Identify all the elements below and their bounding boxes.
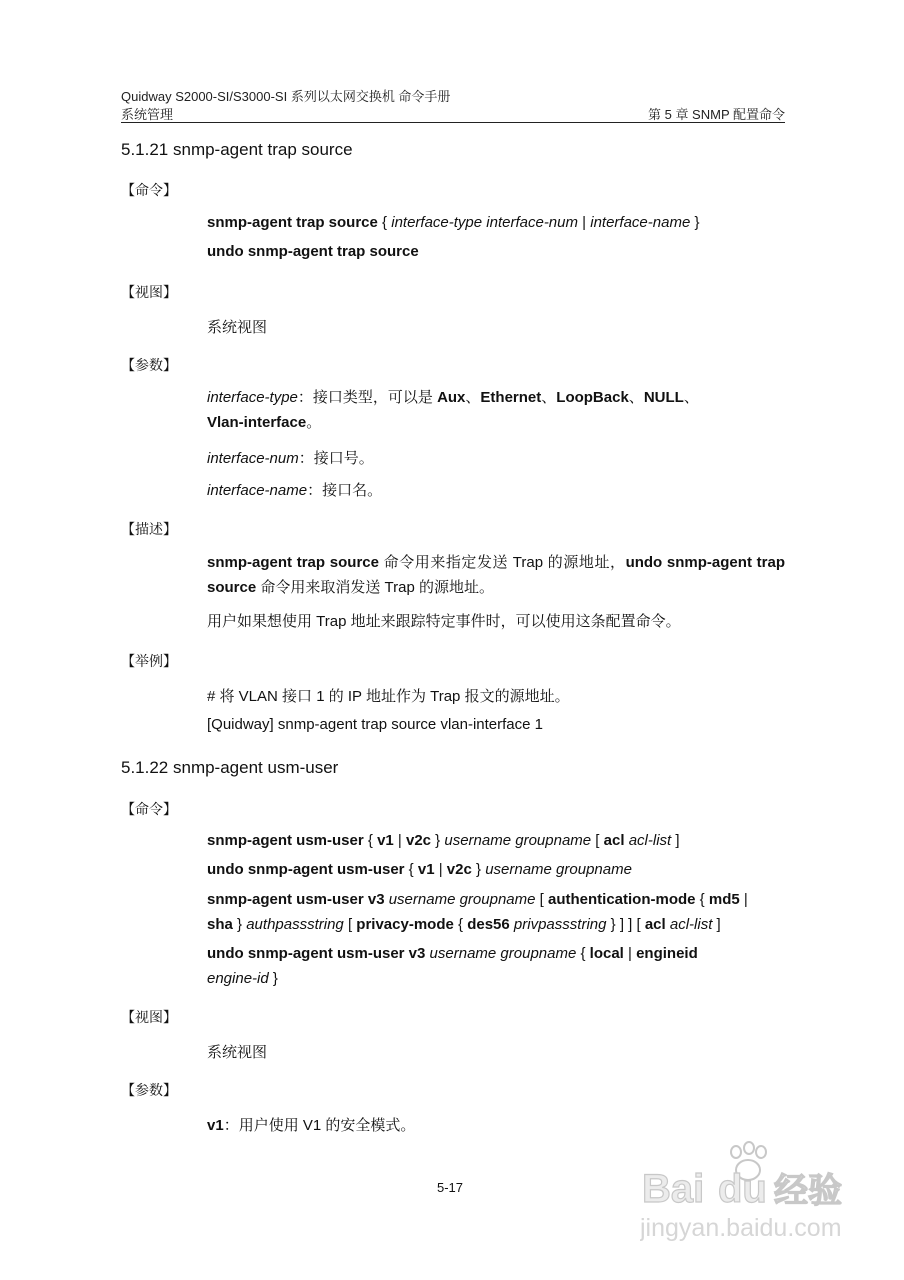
cmd-text: ] (712, 916, 721, 933)
cmd-arg: authpassstring (246, 916, 344, 933)
param-desc: ：接口名。 (307, 482, 383, 499)
cmd-arg: acl-list (628, 832, 672, 849)
command-line (207, 832, 680, 849)
command-line (207, 243, 419, 260)
cmd-keyword: md5 (708, 891, 740, 908)
description-text (207, 550, 785, 600)
cmd-keyword: v2c (446, 861, 472, 878)
cmd-text: } (690, 214, 700, 231)
cmd-text: { (404, 861, 418, 878)
cmd-text: { (576, 945, 590, 962)
cmd-keyword: snmp-agent trap source (207, 214, 378, 231)
cmd-text: | (739, 891, 748, 908)
cmd-text: } (431, 832, 445, 849)
cmd-text: } (268, 970, 278, 987)
param-interface-type (207, 385, 785, 435)
label-command: 【命令】 (121, 182, 177, 198)
param-name: interface-type (207, 389, 298, 406)
watermark-brand2: du (718, 1167, 767, 1211)
cmd-arg: privpassstring (513, 916, 607, 933)
param-desc: ：接口类型，可以是 (297, 389, 438, 406)
header-right: 第 5 章 SNMP 配置命令 (647, 107, 785, 122)
cmd-text: | (578, 214, 591, 231)
command-line (207, 887, 785, 937)
cmd-text: | (623, 945, 637, 962)
label-params: 【参数】 (121, 1082, 177, 1098)
param-value: Ethernet (480, 389, 542, 406)
label-params: 【参数】 (121, 357, 177, 373)
cmd-keyword: snmp-agent trap source (207, 554, 379, 571)
label-command: 【命令】 (121, 801, 177, 817)
sep: 、 (683, 389, 699, 406)
baidu-watermark (640, 1140, 860, 1250)
desc-text: 命令用来指定发送 Trap 的源地址， (378, 554, 626, 571)
cmd-keyword: des56 (467, 916, 510, 933)
param-value: LoopBack (556, 389, 629, 406)
cmd-text: | (393, 832, 406, 849)
section-title: 5.1.22 snmp-agent usm-user (121, 758, 339, 777)
param-name: interface-num (207, 450, 299, 467)
cmd-text: { (363, 832, 378, 849)
cmd-text: | (434, 861, 447, 878)
cmd-keyword: undo snmp-agent trap source (207, 554, 785, 596)
param-name: interface-name (207, 482, 308, 499)
cmd-keyword: acl (603, 832, 625, 849)
cmd-text: [ (591, 832, 604, 849)
cmd-arg: username groupname (429, 945, 577, 962)
cmd-text: ] (671, 832, 680, 849)
param-value: Aux (437, 389, 466, 406)
param-v1 (207, 1114, 415, 1135)
section-title: 5.1.21 snmp-agent trap source (121, 140, 353, 159)
header-rule (121, 122, 785, 123)
cmd-keyword: snmp-agent usm-user v3 (207, 891, 385, 908)
param-interface-num (207, 447, 374, 468)
cmd-arg: username groupname (485, 861, 632, 878)
sep: 。 (306, 414, 322, 431)
cmd-text: { (453, 916, 468, 933)
watermark-brand: Bai (642, 1167, 705, 1211)
cmd-text: } (471, 861, 486, 878)
view-text: 系统视图 (207, 1044, 268, 1061)
label-description: 【描述】 (121, 521, 177, 537)
cmd-keyword: local (589, 945, 624, 962)
cmd-text: } ] ] [ (606, 916, 645, 933)
cmd-keyword: undo snmp-agent usm-user (207, 861, 405, 878)
watermark-cn: 经验 (774, 1171, 842, 1211)
cmd-keyword: v2c (405, 832, 432, 849)
cmd-keyword: undo snmp-agent trap source (207, 243, 419, 260)
cmd-keyword: authentication-mode (548, 891, 696, 908)
command-line (207, 861, 632, 878)
cmd-text: { (695, 891, 709, 908)
cmd-text: [ (343, 916, 357, 933)
label-view: 【视图】 (121, 284, 177, 300)
cmd-arg: acl-list (669, 916, 713, 933)
command-line (207, 941, 785, 991)
cmd-arg: username groupname (444, 832, 592, 849)
command-line (207, 214, 699, 231)
cmd-arg: interface-name (590, 214, 691, 231)
cmd-text: [ (535, 891, 548, 908)
header-left: 系统管理 (121, 107, 174, 122)
example-command: [Quidway] snmp-agent trap source vlan-interface 1 (207, 716, 543, 733)
page-number: 5-17 (437, 1180, 464, 1195)
cmd-keyword: acl (644, 916, 666, 933)
cmd-keyword: privacy-mode (356, 916, 454, 933)
sep: 、 (465, 389, 481, 406)
cmd-keyword: v1 (377, 832, 394, 849)
view-text: 系统视图 (207, 319, 268, 336)
param-interface-name (207, 479, 382, 500)
cmd-arg: username groupname (388, 891, 536, 908)
sep: 、 (541, 389, 557, 406)
header-title: Quidway S2000-SI/S3000-SI 系列以太网交换机 命令手册 (121, 89, 451, 104)
cmd-arg: interface-type interface-num (391, 214, 578, 231)
param-desc: ：接口号。 (298, 450, 374, 467)
sep: 、 (628, 389, 644, 406)
cmd-keyword: sha (207, 916, 233, 933)
cmd-keyword: engineid (636, 945, 698, 962)
label-view: 【视图】 (121, 1009, 177, 1025)
cmd-text: } (232, 916, 247, 933)
param-name: v1 (207, 1117, 224, 1134)
watermark-url: jingyan.baidu.com (640, 1214, 842, 1242)
label-example: 【举例】 (121, 653, 177, 669)
cmd-keyword: undo snmp-agent usm-user v3 (207, 945, 426, 962)
desc-text: 命令用来取消发送 Trap 的源地址。 (256, 579, 494, 596)
cmd-text: { (377, 214, 392, 231)
param-desc: ：用户使用 V1 的安全模式。 (223, 1117, 416, 1134)
cmd-arg: engine-id (207, 970, 269, 987)
example-comment: # 将 VLAN 接口 1 的 IP 地址作为 Trap 报文的源地址。 (207, 688, 570, 705)
param-value: Vlan-interface (207, 414, 307, 431)
param-value: NULL (643, 389, 684, 406)
cmd-keyword: v1 (417, 861, 435, 878)
cmd-keyword: snmp-agent usm-user (207, 832, 364, 849)
description-text-2: 用户如果想使用 Trap 地址来跟踪特定事件时，可以使用这条配置命令。 (207, 613, 681, 630)
